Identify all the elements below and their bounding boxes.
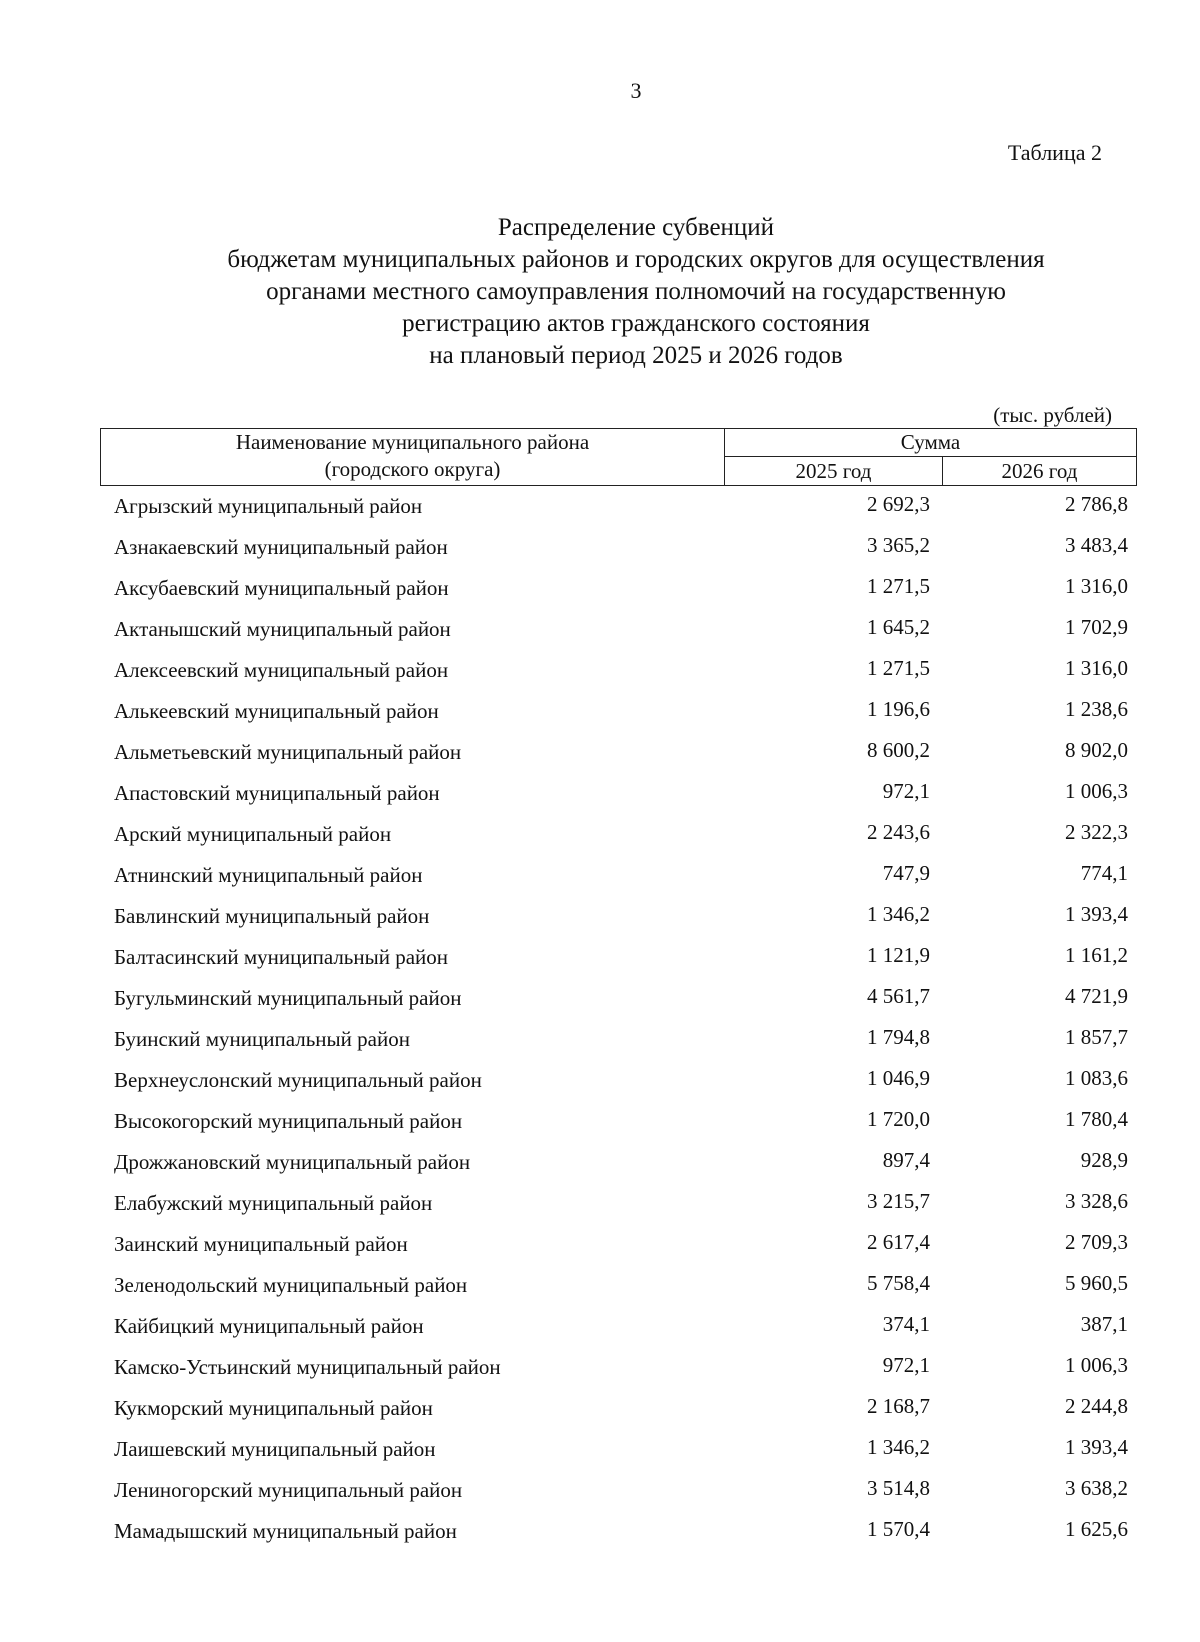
district-name: Апастовский муниципальный район — [114, 781, 440, 805]
value-2025: 897,4 — [882, 1148, 930, 1172]
table-row — [100, 1021, 1137, 1062]
value-2025: 8 600,2 — [867, 738, 930, 762]
district-name: Высокогорский муниципальный район — [114, 1109, 463, 1133]
value-2026: 3 328,6 — [1065, 1189, 1128, 1213]
value-2026: 1 393,4 — [1065, 1435, 1128, 1459]
title-line: регистрацию актов гражданского состояния — [402, 310, 870, 337]
table-row — [100, 1513, 1137, 1554]
title-line: на плановый период 2025 и 2026 годов — [429, 342, 843, 369]
table-row — [100, 816, 1137, 857]
district-name: Актанышский муниципальный район — [114, 617, 451, 641]
table-row — [100, 1062, 1137, 1103]
value-2025: 1 570,4 — [867, 1517, 930, 1541]
title-line: органами местного самоуправления полномочий на государственную — [266, 278, 1006, 305]
table-row — [100, 857, 1137, 898]
value-2026: 1 316,0 — [1065, 574, 1128, 598]
value-2025: 3 365,2 — [867, 533, 930, 557]
title-line: бюджетам муниципальных районов и городских округов для осуществления — [227, 246, 1045, 273]
value-2025: 972,1 — [882, 779, 930, 803]
value-2025: 1 645,2 — [867, 615, 930, 639]
value-2026: 1 702,9 — [1065, 615, 1128, 639]
value-2026: 1 083,6 — [1065, 1066, 1128, 1090]
district-name: Дрожжановский муниципальный район — [114, 1150, 471, 1174]
value-2025: 5 758,4 — [867, 1271, 930, 1295]
table-row — [100, 1390, 1137, 1431]
district-name: Верхнеуслонский муниципальный район — [114, 1068, 482, 1092]
value-2025: 1 346,2 — [867, 1435, 930, 1459]
district-name: Атнинский муниципальный район — [114, 863, 423, 887]
district-name: Альметьевский муниципальный район — [114, 740, 462, 764]
value-2026: 2 322,3 — [1065, 820, 1128, 844]
table-header — [100, 428, 1137, 486]
value-2026: 3 638,2 — [1065, 1476, 1128, 1500]
table-row — [100, 898, 1137, 939]
district-name: Камско-Устьинский муниципальный район — [114, 1355, 501, 1379]
value-2025: 972,1 — [882, 1353, 930, 1377]
value-2025: 1 196,6 — [867, 697, 930, 721]
header-year-2026: 2026 год — [1001, 459, 1078, 483]
value-2026: 774,1 — [1080, 861, 1128, 885]
district-name: Заинский муниципальный район — [114, 1232, 408, 1256]
value-2026: 5 960,5 — [1065, 1271, 1128, 1295]
table-row — [100, 734, 1137, 775]
value-2025: 1 346,2 — [867, 902, 930, 926]
district-name: Зеленодольский муниципальный район — [114, 1273, 468, 1297]
value-2025: 1 271,5 — [867, 656, 930, 680]
value-2025: 1 271,5 — [867, 574, 930, 598]
table-row — [100, 980, 1137, 1021]
document-title — [100, 212, 1172, 372]
value-2025: 1 046,9 — [867, 1066, 930, 1090]
header-name-column — [101, 429, 725, 485]
value-2025: 4 561,7 — [867, 984, 930, 1008]
value-2026: 1 780,4 — [1065, 1107, 1128, 1131]
district-name: Мамадышский муниципальный район — [114, 1519, 457, 1543]
value-2026: 2 709,3 — [1065, 1230, 1128, 1254]
district-name: Лаишевский муниципальный район — [114, 1437, 436, 1461]
table-row — [100, 775, 1137, 816]
table-row — [100, 1472, 1137, 1513]
district-name: Буинский муниципальный район — [114, 1027, 410, 1051]
value-2025: 2 692,3 — [867, 492, 930, 516]
units-label: (тыс. рублей) — [993, 403, 1112, 427]
table-row — [100, 529, 1137, 570]
table-row — [100, 1267, 1137, 1308]
table-row — [100, 1431, 1137, 1472]
district-name: Агрызский муниципальный район — [114, 494, 423, 518]
district-name: Алексеевский муниципальный район — [114, 658, 449, 682]
page-number: 3 — [630, 78, 642, 103]
value-2025: 2 168,7 — [867, 1394, 930, 1418]
district-name: Азнакаевский муниципальный район — [114, 535, 448, 559]
value-2025: 1 720,0 — [867, 1107, 930, 1131]
table-row — [100, 1308, 1137, 1349]
district-name: Алькеевский муниципальный район — [114, 699, 439, 723]
value-2026: 1 161,2 — [1065, 943, 1128, 967]
table-row — [100, 1226, 1137, 1267]
value-2026: 1 393,4 — [1065, 902, 1128, 926]
value-2026: 1 316,0 — [1065, 656, 1128, 680]
value-2025: 2 243,6 — [867, 820, 930, 844]
table-row — [100, 1144, 1137, 1185]
value-2026: 928,9 — [1080, 1148, 1128, 1172]
table-row — [100, 611, 1137, 652]
table-label: Таблица 2 — [1007, 140, 1102, 165]
header-name-line1: Наименование муниципального района — [235, 430, 590, 454]
district-name: Бавлинский муниципальный район — [114, 904, 430, 928]
district-name: Аксубаевский муниципальный район — [114, 576, 449, 600]
table-row — [100, 939, 1137, 980]
value-2026: 4 721,9 — [1065, 984, 1128, 1008]
header-sum: Сумма — [725, 429, 1136, 457]
district-name: Елабужский муниципальный район — [114, 1191, 433, 1215]
district-name: Кукморский муниципальный район — [114, 1396, 433, 1420]
table-row — [100, 1349, 1137, 1390]
value-2026: 387,1 — [1080, 1312, 1128, 1336]
district-name: Кайбицкий муниципальный район — [114, 1314, 424, 1338]
title-line: Распределение субвенций — [497, 214, 775, 241]
value-2026: 8 902,0 — [1065, 738, 1128, 762]
district-name: Лениногорский муниципальный район — [114, 1478, 463, 1502]
table-row — [100, 693, 1137, 734]
table-row — [100, 488, 1137, 529]
table-row — [100, 570, 1137, 611]
value-2025: 747,9 — [882, 861, 930, 885]
district-name: Балтасинский муниципальный район — [114, 945, 449, 969]
value-2026: 2 244,8 — [1065, 1394, 1128, 1418]
value-2025: 2 617,4 — [867, 1230, 930, 1254]
value-2026: 3 483,4 — [1065, 533, 1128, 557]
value-2026: 2 786,8 — [1065, 492, 1128, 516]
header-year-2025: 2025 год — [725, 457, 943, 485]
table-row — [100, 652, 1137, 693]
table-row — [100, 1103, 1137, 1144]
value-2026: 1 857,7 — [1065, 1025, 1128, 1049]
value-2026: 1 625,6 — [1065, 1517, 1128, 1541]
value-2026: 1 238,6 — [1065, 697, 1128, 721]
header-name-line2: (городского округа) — [324, 457, 501, 481]
table-row — [100, 1185, 1137, 1226]
value-2025: 1 121,9 — [867, 943, 930, 967]
district-name: Арский муниципальный район — [114, 822, 392, 846]
value-2025: 3 215,7 — [867, 1189, 930, 1213]
value-2026: 1 006,3 — [1065, 779, 1128, 803]
table-body — [100, 488, 1137, 1554]
value-2025: 3 514,8 — [867, 1476, 930, 1500]
district-name: Бугульминский муниципальный район — [114, 986, 462, 1010]
value-2026: 1 006,3 — [1065, 1353, 1128, 1377]
value-2025: 1 794,8 — [867, 1025, 930, 1049]
value-2025: 374,1 — [882, 1312, 930, 1336]
